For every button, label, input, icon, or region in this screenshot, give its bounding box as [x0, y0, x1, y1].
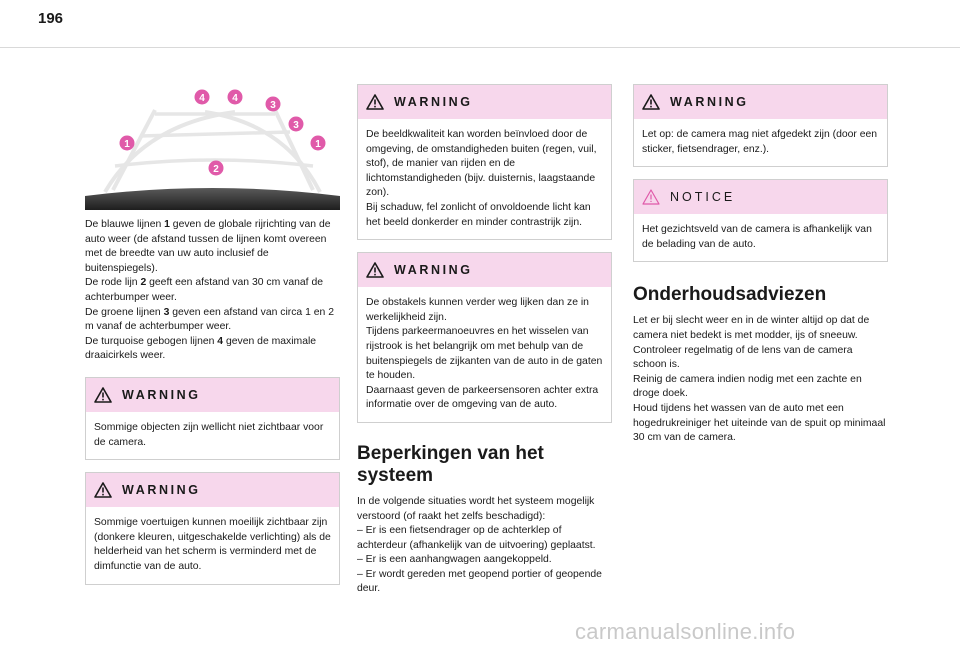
warning-box: [633, 84, 888, 167]
svg-text:3: 3: [270, 100, 276, 111]
marker-3-top: [266, 97, 281, 112]
svg-text:2: 2: [213, 164, 219, 175]
column-3: [633, 84, 888, 446]
svg-text:4: 4: [199, 93, 205, 104]
warning-text: De obstakels kunnen verder weg lijken dan ze in werkelijkheid zijn. Tijdens parkeermanoeuvres en het wisselen van rijstrook is het belangrijk om met behulp van de buitenspiegels de zijkanten van de auto in de gaten te houden. Daarnaast geven de parkeersensoren achter extra informatie over de omgeving van de auto.: [366, 297, 603, 411]
warning-box: [357, 252, 612, 423]
section-text: In de volgende situaties wordt het systeem mogelijk verstoord (of raakt het zelfs beschadigd): – Er is een fietsendrager op de achterklep of achterdeur (afhankelijk van de uitvoering) geplaatst. – Er is een aanhangwagen aangekoppeld. – Er wordt gereden met geopend portier of geopende deur.: [357, 495, 602, 595]
svg-text:1: 1: [315, 139, 321, 150]
notice-text: Het gezichtsveld van de camera is afhankelijk van de belading van de auto.: [642, 224, 872, 250]
warning-triangle-icon: [94, 387, 112, 403]
warning-triangle-icon: [366, 262, 384, 278]
notice-title: NOTICE: [670, 190, 736, 205]
warning-text: De beeldkwaliteit kan worden beïnvloed door de omgeving, de omstandigheden buiten (regen, vuil, stof), de manier van rijden en de lichtomstandigheden (bijv. duisternis, laagstaande zon). Bij schaduw, fel zonlicht of onvoldoende licht kan het beeld donkerder en minder contrastrijk zijn.: [366, 129, 597, 228]
warning-header: [86, 378, 339, 413]
section-title: Onderhoudsadviezen: [633, 284, 827, 306]
notice-header: [634, 180, 887, 215]
svg-text:3: 3: [293, 120, 299, 131]
page-number: 196: [38, 10, 64, 27]
warning-box: [85, 377, 340, 460]
marker-3-mid: [289, 117, 304, 132]
column-2: [357, 84, 612, 597]
guideline-description: De blauwe lijnen 1 geven de globale rijrichting van de auto weer (de afstand tussen de lijnen komt overeen met de breedte van uw auto inclusief de buitenspiegels). De rode lijn 2 geeft een afstand van 30 cm vanaf de achterbumper weer. De groene lijnen 3 geven een afstand van circa 1 en 2 m vanaf de achterbumper weer. De turquoise gebogen lijnen 4 geven de maximale draaicirkels weer.: [85, 219, 334, 362]
warning-text: Let op: de camera mag niet afgedekt zijn (door een sticker, fietsendrager, enz.).: [642, 129, 878, 155]
warning-text: Sommige objecten zijn wellicht niet zichtbaar voor de camera.: [94, 421, 324, 448]
warning-title: WARNING: [670, 95, 749, 109]
warning-header: [358, 253, 611, 288]
header-divider: [0, 47, 960, 48]
marker-1-left: [120, 136, 135, 151]
svg-text:4: 4: [232, 93, 238, 104]
warning-title: WARNING: [394, 95, 473, 109]
warning-triangle-icon: [94, 482, 112, 498]
direction-line-left: [113, 110, 155, 190]
notice-box: [633, 179, 888, 262]
warning-title: WARNING: [122, 387, 201, 402]
warning-box: [357, 84, 612, 240]
svg-text:1: 1: [124, 139, 130, 150]
warning-header: [86, 473, 339, 508]
notice-triangle-icon: [642, 189, 660, 205]
rear-camera-view-illustration: [85, 84, 340, 210]
camera-guideline-diagram: [85, 84, 340, 210]
turning-arc-left: [105, 112, 235, 192]
warning-box: [85, 472, 340, 584]
column-1: [85, 84, 340, 597]
warning-triangle-icon: [642, 94, 660, 110]
marker-4-right: [228, 90, 243, 105]
warning-text: Sommige voertuigen kunnen moeilijk zichtbaar zijn (donkere kleuren, uitgeschakelde verlichting) als de helderheid van het scherm is verminderd met de dimfunctie van de auto.: [94, 517, 331, 572]
watermark: carmanualsonline.info: [575, 619, 796, 644]
warning-triangle-icon: [366, 94, 384, 110]
section-title: Beperkingen van het systeem: [357, 442, 544, 486]
marker-4-left: [195, 90, 210, 105]
car-bumper: [85, 188, 340, 210]
warning-title: WARNING: [394, 263, 473, 278]
warning-header: [358, 85, 611, 120]
marker-1-right: [311, 136, 326, 151]
section-text: Let er bij slecht weer en in de winter altijd op dat de camera niet bedekt is met modder, ijs of sneeuw. Controleer regelmatig of de lens van de camera schoon is. Reinig de camera indien nodig met een zachte en droge doek. Houd tijdens het wassen van de auto met een hogedrukreiniger het uiteinde van de spuit op minimaal 30 cm van de camera.: [633, 315, 886, 444]
warning-header: [634, 85, 887, 120]
warning-title: WARNING: [122, 483, 201, 498]
marker-2: [209, 161, 224, 176]
